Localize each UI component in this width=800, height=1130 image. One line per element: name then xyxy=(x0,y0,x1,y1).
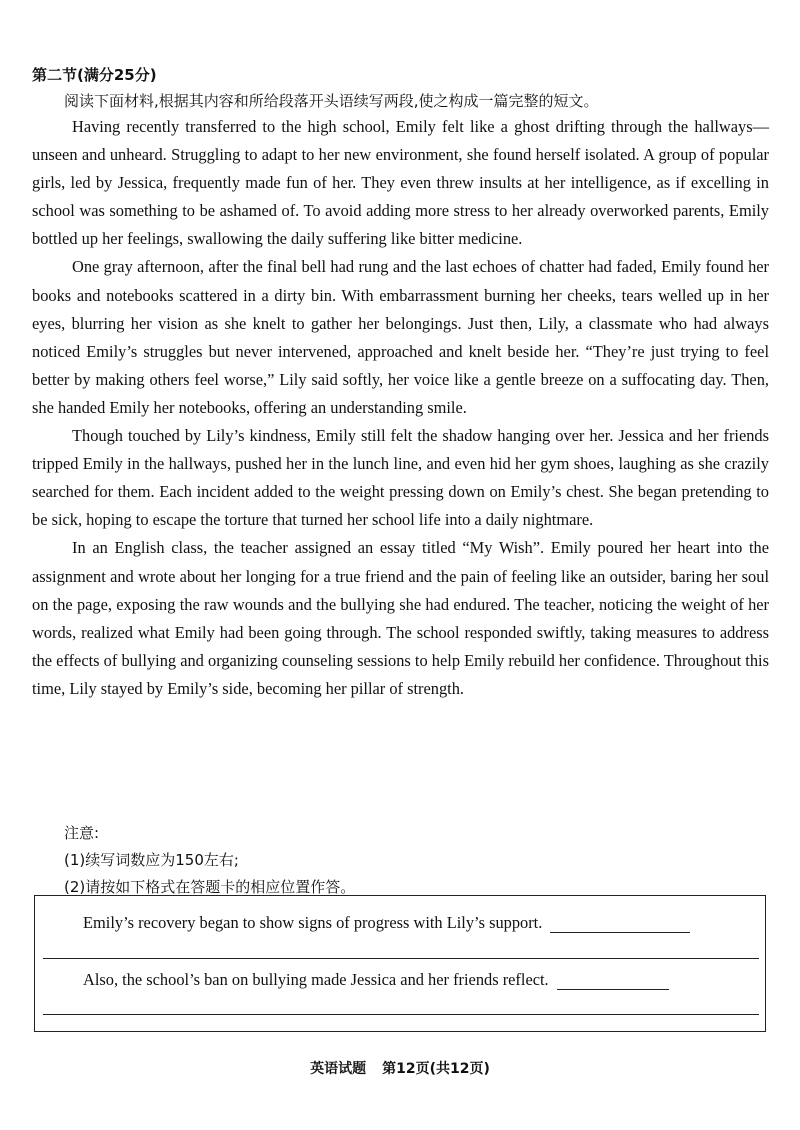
passage-paragraph-2: One gray afternoon, after the final bell had rung and the last echoes of chatter had faded, Emily found her books and notebooks scattered in a dirty bin. With embarrassment burning her cheeks, tears welled up in her eyes, blurring her vision as she knelt to gather her belongings. Just then, Lily, a classmate who had always noticed Emily’s struggles but never intervened, approached and knelt beside her. “They’re just trying to feel better by making others feel worse,” Lily said softly, her voice like a gentle breeze on a suffocating day. Then, she handed Emily her notebooks, offering an understanding smile. xyxy=(32,257,769,417)
paragraph-opening-1: Emily’s recovery began to show signs of progress with Lily’s support. xyxy=(83,913,543,932)
answer-box xyxy=(34,895,766,1032)
page-footer xyxy=(0,1058,800,1078)
note-item-2: (2)请按如下格式在答题卡的相应位置作答。 xyxy=(64,878,356,896)
writing-blank-1[interactable] xyxy=(550,916,690,933)
section-instruction: 阅读下面材料,根据其内容和所给段落开头语续写两段,使之构成一篇完整的短文。 xyxy=(64,92,599,110)
passage-paragraph-4: In an English class, the teacher assigned an essay titled “My Wish”. Emily poured her heart into the assignment and wrote about her longing for a true friend and the pain of feeling like an outsider, baring her soul on the page, exposing the raw wounds and the bullying she had endured. The teacher, noticing the weight of her words, realized what Emily had been going through. The school responded swiftly, taking measures to address the effects of bullying and organizing counseling sessions to help Emily rebuild her confidence. Throughout this time, Lily stayed by Emily’s side, becoming her pillar of strength. xyxy=(32,538,769,698)
writing-blank-2[interactable] xyxy=(557,973,669,990)
answer-row-1 xyxy=(83,913,690,933)
note-item-1: (1)续写词数应为150左右; xyxy=(64,851,239,869)
paragraph-opening-2: Also, the school’s ban on bullying made Jessica and her friends reflect. xyxy=(83,970,549,989)
notes-heading: 注意: xyxy=(64,824,100,842)
footer-page-number: 第12页(共12页) xyxy=(382,1061,490,1077)
answer-row-2 xyxy=(83,970,669,990)
notes-section xyxy=(64,820,355,901)
section-title: 第二节(满分25分) xyxy=(32,66,157,84)
writing-line-2[interactable] xyxy=(43,1014,759,1015)
reading-passage xyxy=(32,113,769,703)
passage-paragraph-1: Having recently transferred to the high school, Emily felt like a ghost drifting through the hallways—unseen and unheard. Struggling to adapt to her new environment, she found herself isolated. A group of popular girls, led by Jessica, frequently made fun of her. They even threw insults at her intelligence, as if excelling in school was something to be ashamed of. To avoid adding more stress to her already overworked parents, Emily bottled up her feelings, swallowing the daily suffering like bitter medicine. xyxy=(32,117,769,249)
writing-line-1[interactable] xyxy=(43,958,759,959)
passage-paragraph-3: Though touched by Lily’s kindness, Emily still felt the shadow hanging over her. Jessica and her friends tripped Emily in the hallways, pushed her in the lunch line, and even hid her gym shoes, laughing as she crazily searched for them. Each incident added to the weight pressing down on Emily’s chest. She began pretending to be sick, hoping to escape the torture that turned her school life into a daily nightmare. xyxy=(32,426,769,530)
footer-subject: 英语试题 xyxy=(310,1061,367,1077)
